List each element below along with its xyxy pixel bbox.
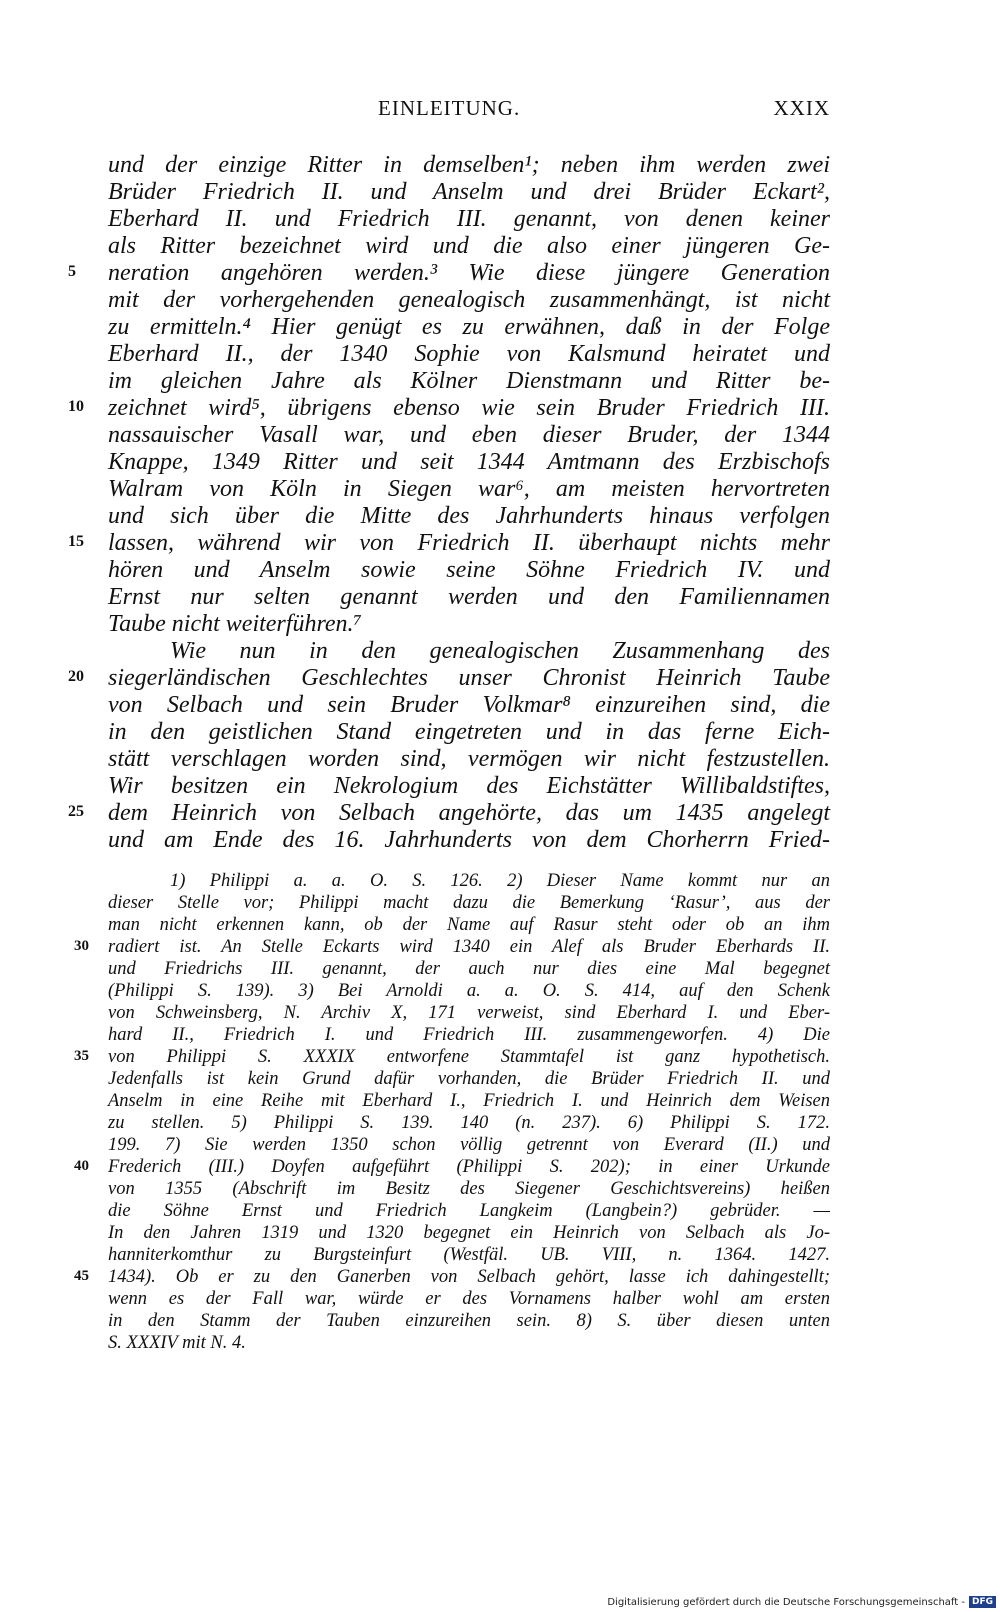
footnote-line: hanniterkomthur zu Burgsteinfurt (Westfäl. UB. VIII, n. 1364. 1427. — [108, 1245, 830, 1265]
running-title: EINLEITUNG. — [378, 96, 521, 120]
text-line: hören und Anselm sowie seine Söhne Friedrich IV. und — [108, 557, 830, 583]
line-number: 45 — [74, 1268, 89, 1284]
footnote-line: man nicht erkennen kann, ob der Name auf Rasur steht oder ob an ihm — [108, 915, 830, 935]
line-number: 5 — [68, 263, 76, 280]
footnote-line: Jedenfalls ist kein Grund dafür vorhanden, die Brüder Friedrich II. und — [108, 1069, 830, 1089]
line-number: 25 — [68, 803, 84, 820]
footnote-line: hard II., Friedrich I. und Friedrich III. zusammengeworfen. 4) Die — [108, 1025, 830, 1045]
text-line: Taube nicht weiterführen.⁷ — [108, 611, 362, 637]
line-number: 40 — [74, 1158, 89, 1174]
footnote-line: 199. 7) Sie werden 1350 schon völlig getrennt von Everard (II.) und — [108, 1135, 830, 1155]
text-line: nassauischer Vasall war, und eben dieser Bruder, der 1344 — [108, 422, 830, 448]
footnote-line: von Schweinsberg, N. Archiv X, 171 verweist, sind Eberhard I. und Eber- — [108, 1003, 830, 1023]
footnote-line: und Friedrichs III. genannt, der auch nur dies eine Mal begegnet — [108, 959, 830, 979]
text-line: als Ritter bezeichnet wird und die also einer jüngeren Ge- — [108, 233, 830, 259]
text-line: zu ermitteln.⁴ Hier genügt es zu erwähnen, daß in der Folge — [108, 314, 830, 340]
line-number: 15 — [68, 533, 84, 550]
footnote-line: von Philippi S. XXXIX entworfene Stammtafel ist ganz hypothetisch. — [108, 1047, 830, 1067]
text-line: und der einzige Ritter in demselben¹; neben ihm werden zwei — [108, 152, 830, 178]
digitization-credit — [607, 1594, 996, 1610]
text-line: dem Heinrich von Selbach angehörte, das um 1435 angelegt — [108, 800, 830, 826]
footnote-line: die Söhne Ernst und Friedrich Langkeim (Langbein?) gebrüder. — — [108, 1201, 830, 1221]
footnote-line: in den Stamm der Tauben einzureihen sein. 8) S. über diesen unten — [108, 1311, 830, 1331]
page-header — [108, 96, 830, 126]
footnote-line: wenn es der Fall war, würde er des Vornamens halber wohl am ersten — [108, 1289, 830, 1309]
footnote-line: 1) Philippi a. a. O. S. 126. 2) Dieser Name kommt nur an — [170, 871, 830, 891]
text-line: zeichnet wird⁵, übrigens ebenso wie sein Bruder Friedrich III. — [108, 395, 830, 421]
text-line: mit der vorhergehenden genealogisch zusammenhängt, ist nicht — [108, 287, 830, 313]
footnote-line: Frederich (III.) Doyfen aufgeführt (Philippi S. 202); in einer Urkunde — [108, 1157, 830, 1177]
footnote-line: von 1355 (Abschrift im Besitz des Siegener Geschichtsvereins) heißen — [108, 1179, 830, 1199]
text-line: Ernst nur selten genannt werden und den Familiennamen — [108, 584, 830, 610]
credit-text: Digitalisierung gefördert durch die Deutsche Forschungsgemeinschaft - — [607, 1596, 965, 1608]
text-line: Wir besitzen ein Nekrologium des Eichstätter Willibaldstiftes, — [108, 773, 830, 799]
footnote-line: 1434). Ob er zu den Ganerben von Selbach gehört, lasse ich dahingestellt; — [108, 1267, 830, 1287]
text-line: Walram von Köln in Siegen war⁶, am meisten hervortreten — [108, 476, 830, 502]
text-line: und am Ende des 16. Jahrhunderts von dem Chorherrn Fried- — [108, 827, 830, 853]
page-number: XXIX — [773, 96, 830, 120]
text-line: Wie nun in den genealogischen Zusammenhang des — [170, 638, 830, 664]
footnote-line: In den Jahren 1319 und 1320 begegnet ein Heinrich von Selbach als Jo- — [108, 1223, 830, 1243]
text-line: im gleichen Jahre als Kölner Dienstmann und Ritter be- — [108, 368, 830, 394]
text-line: siegerländischen Geschlechtes unser Chronist Heinrich Taube — [108, 665, 830, 691]
text-line: in den geistlichen Stand eingetreten und in das ferne Eich- — [108, 719, 830, 745]
footnote-line: Anselm in eine Reihe mit Eberhard I., Friedrich I. und Heinrich dem Weisen — [108, 1091, 830, 1111]
text-line: neration angehören werden.³ Wie diese jüngere Generation — [108, 260, 830, 286]
text-line: und sich über die Mitte des Jahrhunderts hinaus verfolgen — [108, 503, 830, 529]
footnote-line: radiert ist. An Stelle Eckarts wird 1340 ein Alef als Bruder Eberhards II. — [108, 937, 830, 957]
footnote-line: dieser Stelle vor; Philippi macht dazu die Bemerkung ‘Rasur’, aus der — [108, 893, 830, 913]
dfg-logo-icon: DFG — [969, 1596, 996, 1608]
text-line: stätt verschlagen worden sind, vermögen wir nicht festzustellen. — [108, 746, 830, 772]
text-line: Eberhard II. und Friedrich III. genannt, von denen keiner — [108, 206, 830, 232]
line-number: 30 — [74, 938, 89, 954]
line-number: 20 — [68, 668, 84, 685]
text-line: Knappe, 1349 Ritter und seit 1344 Amtmann des Erzbischofs — [108, 449, 830, 475]
text-line: lassen, während wir von Friedrich II. überhaupt nichts mehr — [108, 530, 830, 556]
text-line: von Selbach und sein Bruder Volkmar⁸ einzureihen sind, die — [108, 692, 830, 718]
text-line: Eberhard II., der 1340 Sophie von Kalsmund heiratet und — [108, 341, 830, 367]
line-number: 35 — [74, 1048, 89, 1064]
line-number: 10 — [68, 398, 84, 415]
footnote-line: S. XXXIV mit N. 4. — [108, 1333, 246, 1353]
footnote-line: zu stellen. 5) Philippi S. 139. 140 (n. 237). 6) Philippi S. 172. — [108, 1113, 830, 1133]
footnote-line: (Philippi S. 139). 3) Bei Arnoldi a. a. O. S. 414, auf den Schenk — [108, 981, 830, 1001]
text-line: Brüder Friedrich II. und Anselm und drei Brüder Eckart², — [108, 179, 830, 205]
